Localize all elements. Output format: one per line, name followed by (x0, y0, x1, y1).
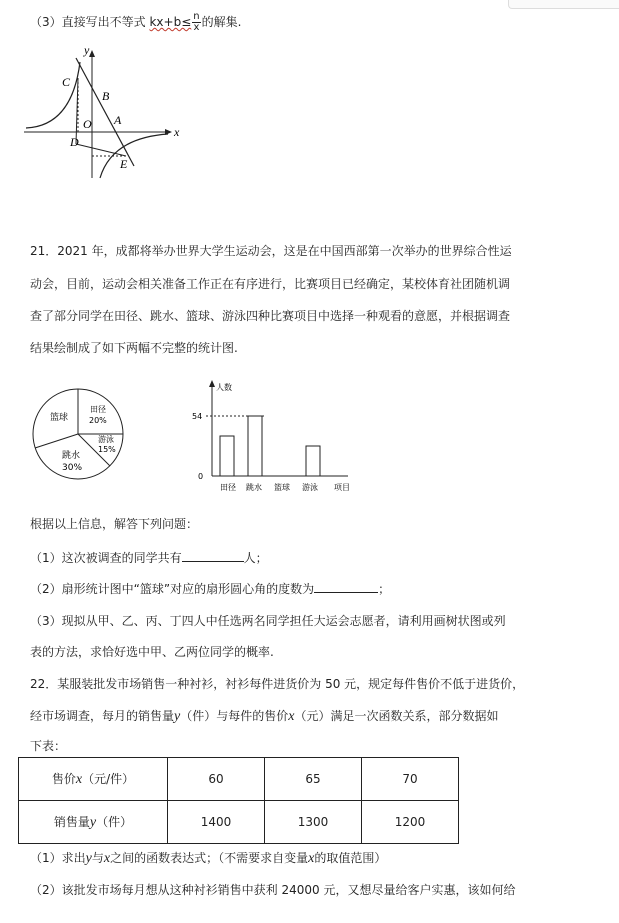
q21-para-line-3: 查了部分同学在田径、跳水、篮球、游泳四种比赛项目中选择一种观看的意愿，并根据调查 (30, 309, 511, 323)
pie-label-swim: 游泳 (98, 435, 114, 444)
q20-prefix: （3）直接写出不等式 (30, 15, 146, 29)
page-corner-decoration (508, 0, 619, 9)
q21-q3-line-1: （3）现拟从甲、乙、丙、丁四人中任选两名同学担任大运会志愿者，请利用画树状图或列 (30, 614, 506, 628)
pie-label-dive-pct: 30% (62, 463, 83, 473)
table-cell: 70 (362, 758, 459, 801)
bar-tick-54: 54 (192, 412, 203, 421)
q21-q1 (30, 549, 268, 566)
q22-l2-b: （件）与每件的售价 (180, 709, 289, 723)
label-x: x (174, 125, 180, 139)
answer-blank-1[interactable] (182, 549, 244, 562)
bar-tick-0: 0 (198, 472, 204, 481)
hyperbola-branch-right (100, 134, 168, 178)
bar-cat-dive: 跳水 (246, 483, 262, 492)
bar-xlabel: 项目 (334, 483, 350, 492)
pie-label-basketball: 篮球 (50, 413, 69, 423)
q21-para-line-4: 结果绘制成了如下两幅不完整的统计图. (30, 341, 238, 355)
fraction-numerator: n (193, 11, 200, 22)
function-graph (20, 42, 200, 182)
bar-marks (220, 416, 320, 476)
answer-blank-2[interactable] (314, 580, 378, 593)
q20-fraction (192, 12, 200, 33)
q21-q3-line-2: 表的方法，求恰好选中甲、乙两位同学的概率. (30, 645, 274, 659)
label-O: O (83, 117, 92, 131)
q21-q1-text: （1）这次被调查的同学共有 (30, 551, 182, 565)
fraction-denominator: x (193, 22, 200, 33)
label-C: C (62, 75, 71, 89)
q21-intro: 根据以上信息，解答下列问题： (30, 517, 199, 531)
label-E: E (120, 157, 128, 171)
q20-suffix: 的解集. (201, 15, 242, 29)
table-header-price: 售价x（元/件） (19, 758, 168, 801)
q22-line-3: 下表： (30, 739, 67, 753)
q20-part3-line (30, 12, 241, 33)
pie-label-track: 田径 (90, 405, 106, 414)
label-A: A (114, 113, 122, 127)
q22-var-x: x (288, 709, 295, 724)
table-cell: 65 (265, 758, 362, 801)
linear-function-line (76, 58, 134, 166)
bar-cat-basketball: 篮球 (274, 483, 290, 492)
table-cell: 1200 (362, 801, 459, 844)
table-header-sales: 销售量y（件） (19, 801, 168, 844)
price-sales-table (18, 757, 459, 844)
pie-chart (28, 384, 128, 484)
label-D: D (70, 135, 79, 149)
q21-q2 (30, 580, 390, 597)
q21-q2-suffix: ； (378, 582, 391, 596)
q21-para-line-1: 21．2021 年，成都将举办世界大学生运动会，这是在中国西部第一次举办的世界综合性运 (30, 244, 512, 258)
table-cell: 1300 (265, 801, 362, 844)
q22-l2-c: （元）满足一次函数关系，部分数据如 (294, 709, 499, 723)
bar-1 (248, 416, 262, 476)
q21-q2-text: （2）扇形统计图中“篮球”对应的扇形圆心角的度数为 (30, 582, 315, 596)
q21-q1-suffix: 人； (243, 551, 268, 565)
table-row (19, 801, 459, 844)
y-axis-arrow (89, 50, 95, 57)
q22-line-2 (30, 708, 498, 725)
q22-l2-a: 经市场调查，每月的销售量 (30, 709, 175, 723)
q22-part2: （2）该批发市场每月想从这种衬衫销售中获利 24000 元，又想尽量给客户实惠，该如何给 (30, 883, 516, 897)
label-y: y (84, 43, 90, 57)
pie-label-track-pct: 20% (89, 416, 107, 425)
q21-para-line-2: 动会，目前，运动会相关准备工作正在有序进行，比赛项目已经确定，某校体育社团随机调 (30, 277, 511, 291)
bar-ylabel: 人数 (216, 383, 232, 392)
table-cell: 1400 (168, 801, 265, 844)
bar-3 (306, 446, 320, 476)
hyperbola-branch-left (26, 62, 80, 128)
table-cell: 60 (168, 758, 265, 801)
q22-part1: （1）求出y与x之间的函数表达式；（不需要求自变量x的取值范围） (30, 851, 387, 866)
bar-y-axis-arrow (209, 380, 215, 387)
table-row (19, 758, 459, 801)
pie-label-dive: 跳水 (62, 451, 81, 461)
q20-inequality-lhs: kx+b≤ (149, 15, 192, 29)
q22-line-1: 22．某服装批发市场销售一种衬衫，衬衫每件进货价为 50 元，规定每件售价不低于进货价， (30, 677, 525, 691)
bar-cat-swim: 游泳 (302, 483, 318, 492)
pie-label-swim-pct: 15% (98, 445, 116, 454)
q22-var-y: y (174, 709, 181, 724)
label-B: B (102, 89, 110, 103)
bar-0 (220, 436, 234, 476)
bar-chart (188, 378, 368, 493)
bar-cat-track: 田径 (220, 483, 236, 492)
